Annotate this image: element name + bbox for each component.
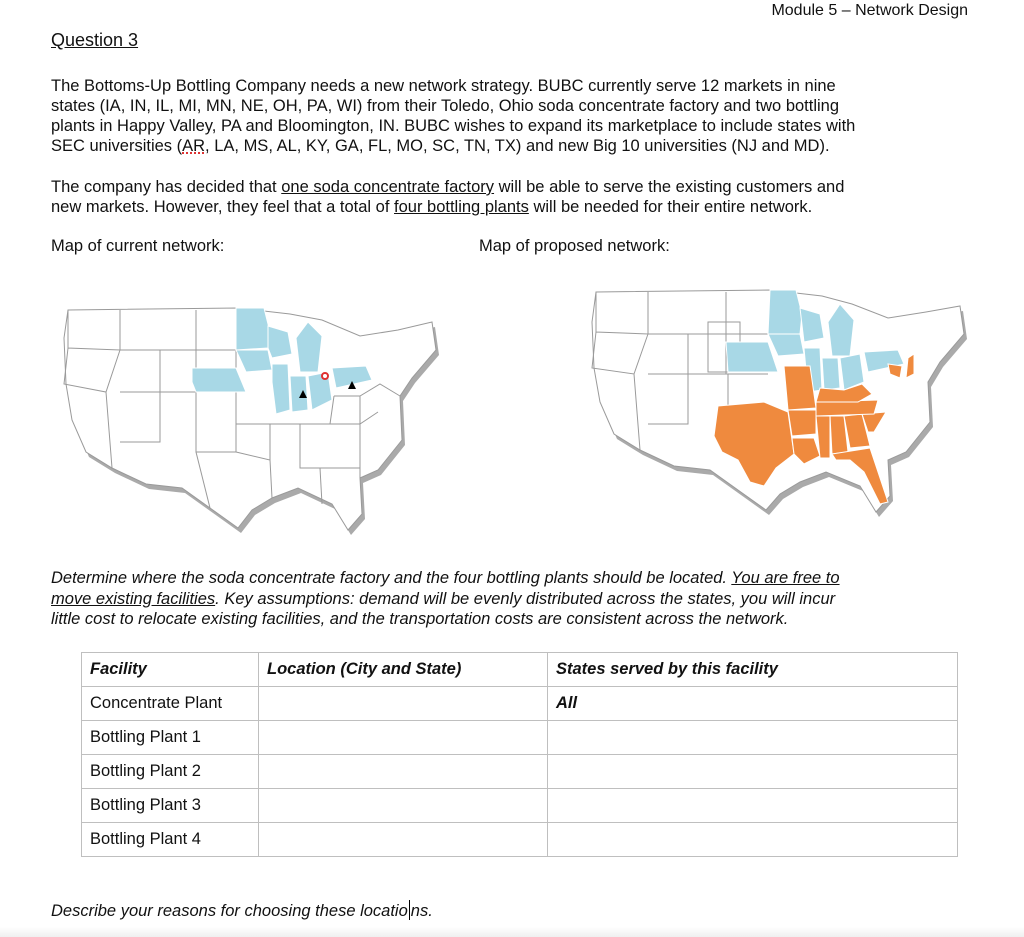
- decision-line: [51, 197, 981, 217]
- decision-text: will be able to serve the existing customers and: [494, 178, 845, 196]
- facility-cell: Bottling Plant 4: [82, 823, 259, 857]
- underlined-text: You are free to: [731, 569, 840, 587]
- underlined-text: move existing facilities: [51, 589, 216, 608]
- proposed-map-label: Map of proposed network:: [479, 237, 670, 255]
- facility-cell: Bottling Plant 3: [82, 789, 259, 823]
- state-mn: [768, 290, 802, 334]
- table-row: [82, 721, 958, 755]
- decision-line: [51, 177, 981, 197]
- facility-table: [81, 652, 958, 857]
- location-cell[interactable]: [259, 755, 548, 789]
- table-row: [82, 789, 958, 823]
- state-mn: [236, 308, 270, 350]
- states-cell[interactable]: [548, 823, 958, 857]
- states-cell[interactable]: [548, 721, 958, 755]
- state-in: [822, 358, 840, 390]
- column-header: Location (City and State): [259, 653, 548, 687]
- states-cell[interactable]: [548, 789, 958, 823]
- proposed-network-map: [588, 282, 972, 528]
- decision-text: The company has decided that: [51, 178, 282, 196]
- table-row: [82, 687, 958, 721]
- intro-text: SEC universities (: [51, 137, 183, 155]
- location-cell[interactable]: [259, 789, 548, 823]
- state-mo: [784, 366, 816, 410]
- facility-cell: Concentrate Plant: [82, 687, 259, 721]
- text-cursor: [409, 900, 410, 920]
- intro-line: plants in Happy Valley, PA and Bloomington, IN. BUBC wishes to expand its marketplace to include states with: [51, 117, 856, 135]
- states-cell[interactable]: All: [548, 687, 958, 721]
- reasons-text: ns.: [410, 902, 433, 920]
- reasons-prompt[interactable]: [51, 900, 433, 921]
- decision-text: will be needed for their entire network.: [528, 198, 813, 216]
- table-row: [82, 823, 958, 857]
- facility-cell: Bottling Plant 1: [82, 721, 259, 755]
- module-header: Module 5 – Network Design: [771, 2, 968, 19]
- intro-line: states (IA, IN, IL, MI, MN, NE, OH, PA, WI) from their Toledo, Ohio soda concentrate factory and two bottling: [51, 97, 840, 115]
- current-network-map: [60, 292, 442, 544]
- location-cell[interactable]: [259, 721, 548, 755]
- reasons-text: Describe your reasons for choosing these locatio: [51, 902, 408, 920]
- table-header-row: [82, 653, 958, 687]
- instruction-text: . Key assumptions: demand will be evenly distributed across the states, you will incur: [215, 589, 836, 608]
- intro-line: [51, 136, 981, 156]
- concentrate-factory-marker: [322, 373, 328, 379]
- instruction-line: little cost to relocate existing facilities, and the transportation costs are consistent across the network.: [51, 610, 789, 628]
- states-cell[interactable]: [548, 755, 958, 789]
- instruction-text: Determine where the soda concentrate factory and the four bottling plants should be located.: [51, 569, 732, 587]
- table-row: [82, 755, 958, 789]
- location-cell[interactable]: [259, 687, 548, 721]
- state-ar: [788, 410, 816, 436]
- column-header: States served by this facility: [548, 653, 958, 687]
- question-title: Question 3: [51, 30, 139, 50]
- instruction-line: [51, 589, 981, 610]
- intro-text: , LA, MS, AL, KY, GA, FL, MO, SC, TN, TX) and new Big 10 universities (NJ and MD).: [205, 137, 830, 155]
- decision-text: new markets. However, they feel that a total of: [51, 198, 395, 216]
- column-header: Facility: [82, 653, 259, 687]
- underlined-text: four bottling plants: [394, 198, 529, 216]
- instructions: [51, 568, 981, 630]
- instruction-line: [51, 568, 981, 589]
- location-cell[interactable]: [259, 823, 548, 857]
- state-in: [290, 376, 308, 412]
- facility-cell: Bottling Plant 2: [82, 755, 259, 789]
- intro-line: The Bottoms-Up Bottling Company needs a new network strategy. BUBC currently serve 12 markets in nine: [51, 77, 836, 95]
- spellcheck-word[interactable]: AR: [182, 137, 206, 155]
- decision-paragraph: [51, 177, 981, 217]
- underlined-text: one soda concentrate factory: [281, 178, 495, 196]
- intro-paragraph: [51, 76, 981, 156]
- state-il: [272, 364, 290, 414]
- page-bottom-edge: [0, 927, 1024, 937]
- current-map-label: Map of current network:: [51, 237, 225, 255]
- state-ne: [192, 368, 246, 392]
